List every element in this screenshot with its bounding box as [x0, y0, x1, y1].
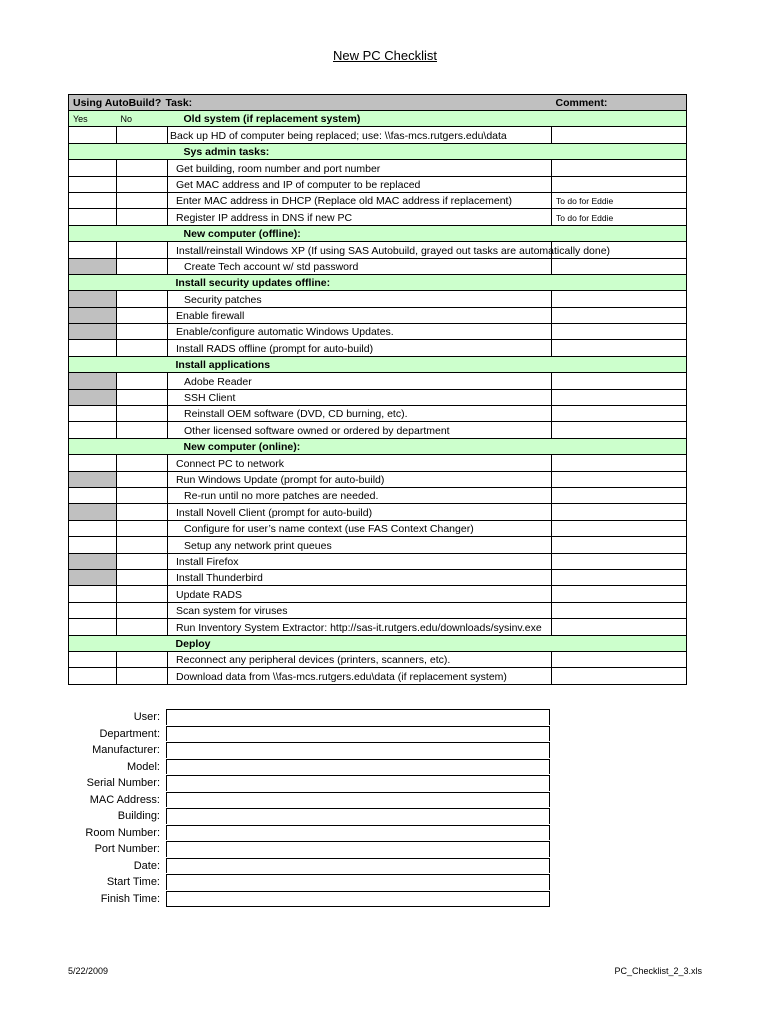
yes-checkbox-cell[interactable]: [69, 127, 117, 143]
no-header: [117, 225, 168, 241]
yes-checkbox-cell[interactable]: [69, 602, 117, 618]
no-checkbox-cell[interactable]: [117, 242, 168, 258]
task-row: [69, 373, 687, 389]
comment-cell[interactable]: [552, 258, 687, 274]
task-label: Scan system for viruses: [168, 602, 552, 618]
no-checkbox-cell[interactable]: [117, 553, 168, 569]
section-comment-cell: [552, 225, 687, 241]
task-row: [69, 471, 687, 487]
task-row: [69, 504, 687, 520]
info-input[interactable]: [166, 792, 550, 808]
yes-checkbox-cell[interactable]: [69, 504, 117, 520]
task-label: SSH Client: [168, 389, 552, 405]
no-checkbox-cell[interactable]: [117, 619, 168, 635]
no-checkbox-cell[interactable]: [117, 209, 168, 225]
section-row: [69, 143, 687, 159]
no-checkbox-cell[interactable]: [117, 537, 168, 553]
yes-checkbox-cell[interactable]: [69, 422, 117, 438]
section-row: [69, 111, 687, 127]
task-label: Create Tech account w/ std password: [168, 258, 552, 274]
no-checkbox-cell[interactable]: [117, 389, 168, 405]
task-label: Configure for user’s name context (use FAS Context Changer): [168, 520, 552, 536]
info-label: Date:: [133, 859, 160, 872]
task-label: Update RADS: [168, 586, 552, 602]
section-comment-cell: [552, 635, 687, 651]
task-row: [69, 209, 687, 225]
no-checkbox-cell[interactable]: [117, 668, 168, 684]
task-row: [69, 176, 687, 192]
info-label: Serial Number:: [86, 777, 160, 789]
yes-checkbox-cell[interactable]: [69, 668, 117, 684]
comment-cell[interactable]: [552, 160, 687, 176]
info-input[interactable]: [166, 858, 550, 874]
header-task-label: Task:: [165, 97, 193, 109]
comment-cell[interactable]: [552, 389, 687, 405]
yes-checkbox-cell[interactable]: [69, 537, 117, 553]
yes-checkbox-cell[interactable]: [69, 258, 117, 274]
footer-filename: PC_Checklist_2_3.xls: [614, 966, 702, 976]
no-checkbox-cell[interactable]: [117, 258, 168, 274]
info-label: Start Time:: [106, 876, 160, 888]
comment-cell[interactable]: [552, 487, 687, 503]
comment-cell[interactable]: [552, 569, 687, 585]
header-using-autobuild: Using AutoBuild?: [69, 95, 168, 111]
yes-checkbox-cell[interactable]: [69, 520, 117, 536]
comment-cell[interactable]: [552, 651, 687, 667]
task-row: [69, 619, 687, 635]
yes-checkbox-cell[interactable]: [69, 192, 117, 208]
no-checkbox-cell[interactable]: [117, 406, 168, 422]
no-checkbox-cell[interactable]: [117, 471, 168, 487]
task-label: Back up HD of computer being replaced; use: \\fas-mcs.rutgers.edu\data: [168, 127, 552, 143]
task-label: Install Firefox: [168, 553, 552, 569]
comment-cell[interactable]: [552, 553, 687, 569]
task-row: [69, 586, 687, 602]
comment-cell[interactable]: [552, 324, 687, 340]
header-comment: Comment:: [552, 95, 687, 111]
info-label: Department:: [99, 727, 160, 740]
yes-checkbox-cell[interactable]: [69, 406, 117, 422]
task-label: Reinstall OEM software (DVD, CD burning, etc).: [168, 406, 552, 422]
task-row: [69, 651, 687, 667]
section-label: Install security updates offline:: [168, 274, 552, 290]
task-row: [69, 307, 687, 323]
no-checkbox-cell[interactable]: [117, 373, 168, 389]
info-label: Port Number:: [94, 843, 160, 855]
task-row: [69, 487, 687, 503]
yes-header: [69, 143, 117, 159]
section-comment-cell: [552, 143, 687, 159]
no-checkbox-cell[interactable]: [117, 307, 168, 323]
comment-cell[interactable]: [552, 127, 687, 143]
yes-header: [69, 225, 117, 241]
comment-cell[interactable]: [552, 602, 687, 618]
no-checkbox-cell[interactable]: [117, 455, 168, 471]
task-label: Other licensed software owned or ordered by department: [168, 422, 552, 438]
info-label: Room Number:: [85, 826, 160, 839]
task-label: Enable firewall: [168, 307, 552, 323]
no-checkbox-cell[interactable]: [117, 176, 168, 192]
task-label: Download data from \\fas-mcs.rutgers.edu\data (if replacement system): [168, 668, 552, 684]
info-label: Model:: [126, 760, 160, 773]
yes-checkbox-cell[interactable]: [69, 553, 117, 569]
task-row: [69, 406, 687, 422]
task-row: [69, 422, 687, 438]
yes-checkbox-cell[interactable]: [69, 455, 117, 471]
yes-checkbox-cell[interactable]: [69, 160, 117, 176]
info-input[interactable]: [166, 825, 550, 841]
comment-cell[interactable]: [552, 373, 687, 389]
task-row: [69, 127, 687, 143]
no-checkbox-cell[interactable]: [117, 324, 168, 340]
task-label: Enable/configure automatic Windows Updates.: [168, 324, 552, 340]
info-input[interactable]: [166, 726, 550, 742]
section-label: Old system (if replacement system): [168, 111, 552, 127]
task-label: Adobe Reader: [168, 373, 552, 389]
no-checkbox-cell[interactable]: [117, 520, 168, 536]
task-row: [69, 242, 687, 258]
yes-checkbox-cell[interactable]: [69, 651, 117, 667]
comment-cell[interactable]: [552, 406, 687, 422]
no-header: No: [117, 111, 168, 127]
task-label: Register IP address in DNS if new PC: [168, 209, 552, 225]
task-label: Connect PC to network: [168, 455, 552, 471]
task-row: [69, 668, 687, 684]
task-label: Re-run until no more patches are needed.: [168, 487, 552, 503]
no-checkbox-cell[interactable]: [117, 160, 168, 176]
yes-checkbox-cell[interactable]: [69, 291, 117, 307]
no-checkbox-cell[interactable]: [117, 422, 168, 438]
yes-checkbox-cell[interactable]: [69, 176, 117, 192]
task-row: [69, 160, 687, 176]
task-row: [69, 553, 687, 569]
section-comment-cell: [552, 438, 687, 454]
task-label: Install RADS offline (prompt for auto-build): [168, 340, 552, 356]
yes-checkbox-cell[interactable]: [69, 307, 117, 323]
task-label: Get MAC address and IP of computer to be replaced: [168, 176, 552, 192]
no-checkbox-cell[interactable]: [117, 340, 168, 356]
task-label: Reconnect any peripheral devices (printers, scanners, etc).: [168, 651, 552, 667]
task-row: [69, 258, 687, 274]
yes-checkbox-cell[interactable]: [69, 209, 117, 225]
yes-checkbox-cell[interactable]: [69, 586, 117, 602]
task-row: [69, 569, 687, 585]
no-checkbox-cell[interactable]: [117, 192, 168, 208]
page-title: New PC Checklist: [332, 48, 438, 63]
task-row: [69, 455, 687, 471]
task-row: [69, 389, 687, 405]
yes-header: Yes: [69, 111, 117, 127]
task-label: Security patches: [168, 291, 552, 307]
yes-checkbox-cell[interactable]: [69, 242, 117, 258]
section-label: Deploy: [168, 635, 552, 651]
yes-checkbox-cell[interactable]: [69, 373, 117, 389]
comment-cell[interactable]: [552, 455, 687, 471]
section-row: [69, 356, 687, 372]
yes-checkbox-cell[interactable]: [69, 340, 117, 356]
task-row: [69, 192, 687, 208]
info-label: Building:: [117, 810, 160, 822]
yes-header: [69, 635, 117, 651]
yes-checkbox-cell[interactable]: [69, 487, 117, 503]
comment-cell[interactable]: [552, 520, 687, 536]
task-row: [69, 602, 687, 618]
task-label: Install Novell Client (prompt for auto-build): [168, 504, 552, 520]
checklist-table: [68, 94, 687, 685]
section-row: [69, 635, 687, 651]
comment-cell[interactable]: [552, 291, 687, 307]
yes-checkbox-cell[interactable]: [69, 619, 117, 635]
comment-cell[interactable]: To do for Eddie: [552, 209, 687, 225]
no-header: [117, 438, 168, 454]
info-label: Finish Time:: [100, 892, 160, 905]
info-input[interactable]: [166, 808, 550, 824]
task-label: Enter MAC address in DHCP (Replace old MAC address if replacement): [168, 192, 552, 208]
info-input[interactable]: [166, 742, 550, 758]
info-input[interactable]: [166, 709, 550, 725]
no-header: [117, 356, 168, 372]
no-header: [117, 143, 168, 159]
comment-cell[interactable]: [552, 176, 687, 192]
no-checkbox-cell[interactable]: [117, 487, 168, 503]
task-label: Run Inventory System Extractor: http://sas-it.rutgers.edu/downloads/sysinv.exe: [168, 619, 552, 635]
no-checkbox-cell[interactable]: [117, 504, 168, 520]
section-label: New computer (online):: [168, 438, 552, 454]
task-row: [69, 537, 687, 553]
section-row: [69, 274, 687, 290]
comment-cell[interactable]: [552, 619, 687, 635]
section-comment-cell: [552, 111, 687, 127]
info-input[interactable]: [166, 841, 550, 857]
section-row: [69, 225, 687, 241]
section-label: Install applications: [168, 356, 552, 372]
comment-cell[interactable]: [552, 307, 687, 323]
section-comment-cell: [552, 274, 687, 290]
info-input[interactable]: [166, 891, 550, 908]
info-input[interactable]: [166, 874, 550, 890]
comment-cell[interactable]: [552, 586, 687, 602]
yes-header: [69, 438, 117, 454]
comment-cell[interactable]: [552, 340, 687, 356]
info-input[interactable]: [166, 775, 550, 791]
task-row: [69, 520, 687, 536]
task-label: Setup any network print queues: [168, 537, 552, 553]
header-task: [165, 95, 552, 111]
task-row: [69, 291, 687, 307]
info-label: Manufacturer:: [92, 744, 160, 756]
footer-date: 5/22/2009: [68, 966, 109, 976]
section-label: New computer (offline):: [168, 225, 552, 241]
comment-cell[interactable]: [552, 422, 687, 438]
task-label: Get building, room number and port number: [168, 160, 552, 176]
yes-checkbox-cell[interactable]: [69, 471, 117, 487]
task-row: [69, 324, 687, 340]
yes-header: [69, 274, 117, 290]
no-header: [117, 274, 168, 290]
info-label: MAC Address:: [89, 793, 160, 806]
no-checkbox-cell[interactable]: [117, 127, 168, 143]
yes-checkbox-cell[interactable]: [69, 324, 117, 340]
yes-checkbox-cell[interactable]: [69, 389, 117, 405]
task-label: Install/reinstall Windows XP (If using SAS Autobuild, grayed out tasks are automatically done): [168, 242, 552, 258]
no-header: [117, 635, 168, 651]
no-checkbox-cell[interactable]: [117, 569, 168, 585]
section-comment-cell: [552, 356, 687, 372]
no-checkbox-cell[interactable]: [117, 651, 168, 667]
section-label: Sys admin tasks:: [168, 143, 552, 159]
comment-cell[interactable]: To do for Eddie: [552, 192, 687, 208]
no-checkbox-cell[interactable]: [117, 586, 168, 602]
task-row: [69, 340, 687, 356]
no-checkbox-cell[interactable]: [117, 602, 168, 618]
comment-cell[interactable]: [552, 537, 687, 553]
info-input[interactable]: [166, 759, 550, 775]
task-label: Run Windows Update (prompt for auto-build): [168, 471, 552, 487]
comment-cell[interactable]: [552, 504, 687, 520]
comment-cell[interactable]: [552, 471, 687, 487]
section-row: [69, 438, 687, 454]
info-label: User:: [133, 711, 160, 723]
yes-checkbox-cell[interactable]: [69, 569, 117, 585]
task-label: Install Thunderbird: [168, 569, 552, 585]
no-checkbox-cell[interactable]: [117, 291, 168, 307]
table-header-row: [69, 95, 687, 111]
yes-header: [69, 356, 117, 372]
comment-cell[interactable]: [552, 668, 687, 684]
